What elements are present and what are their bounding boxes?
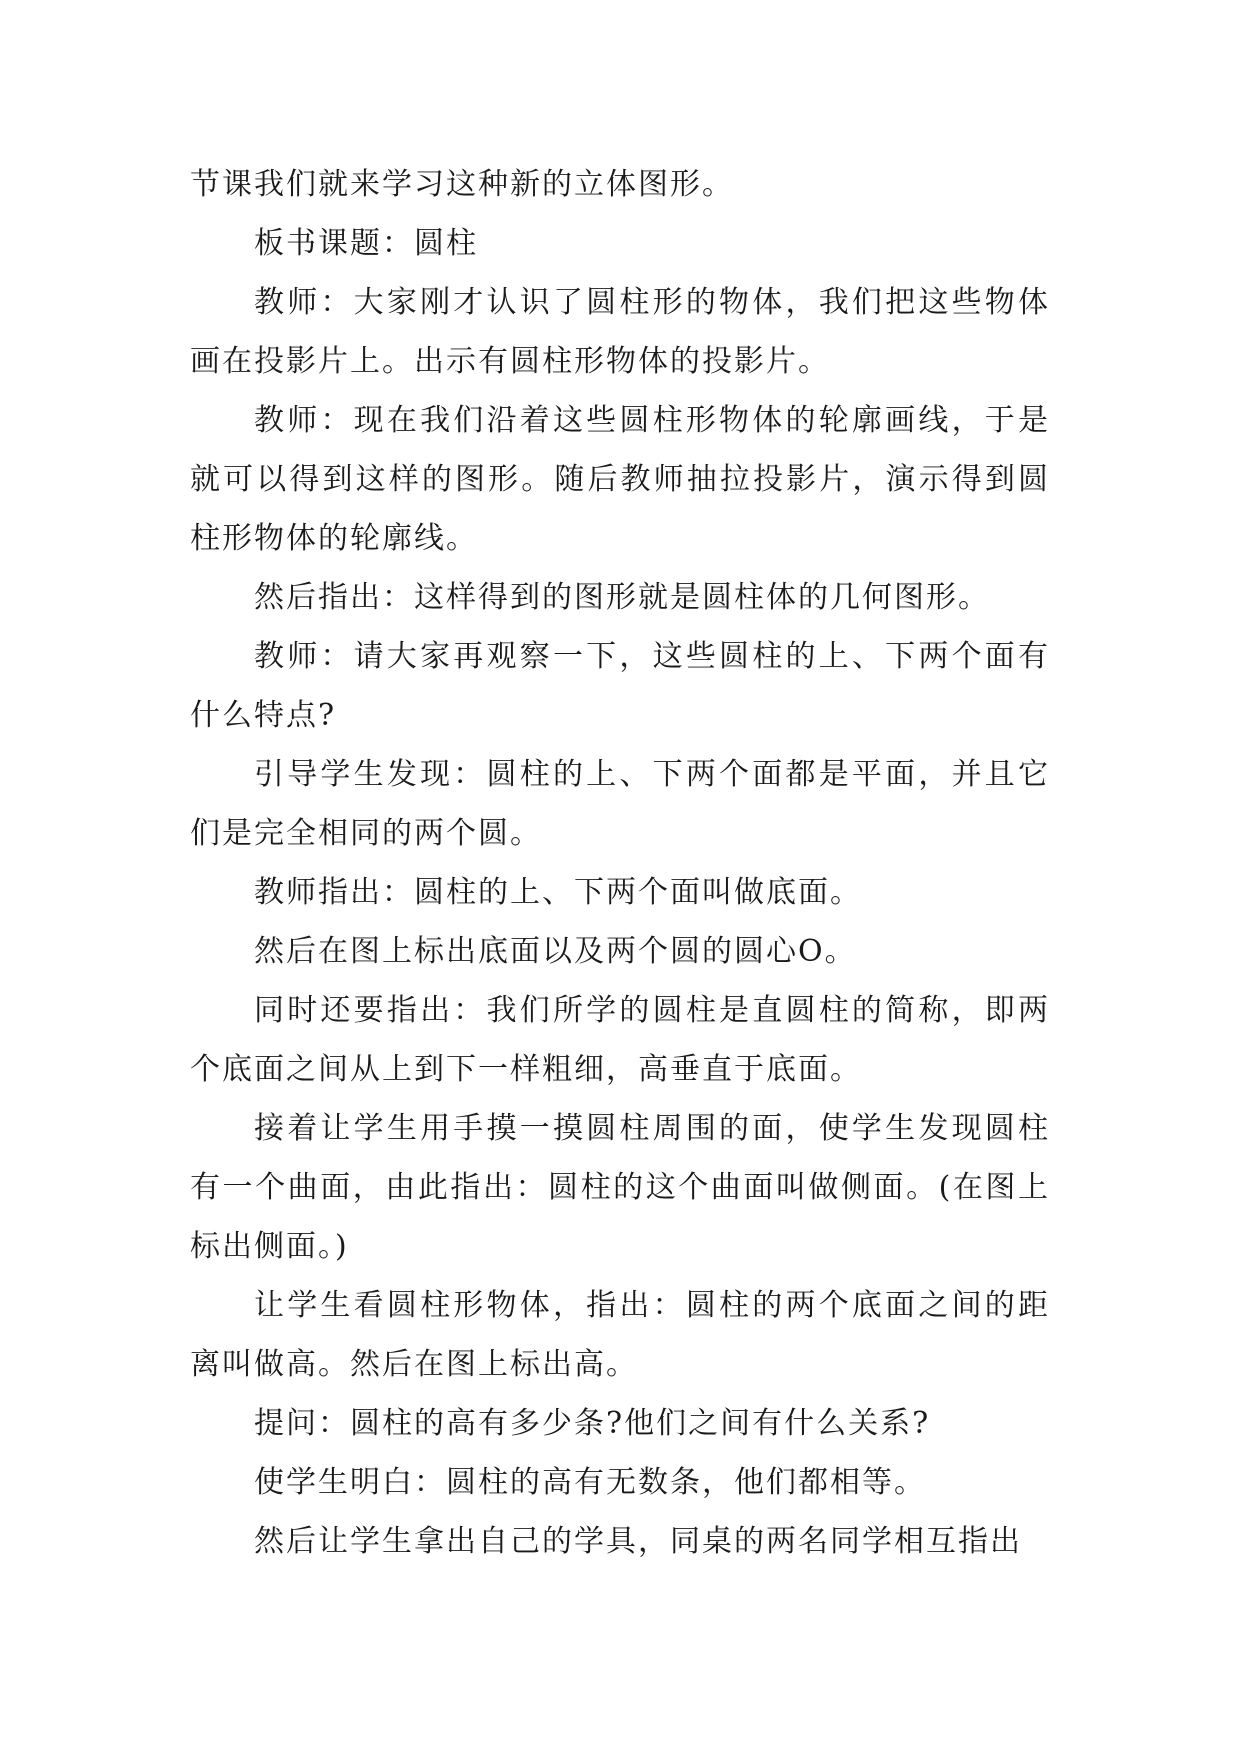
paragraph-14: 使学生明白：圆柱的高有无数条，他们都相等。: [254, 1465, 926, 1500]
paragraph-15: 然后让学生拿出自己的学具，同桌的两名同学相互指出: [254, 1524, 1022, 1559]
paragraph-11: 接着让学生用手摸一摸圆柱周围的面，使学生发现圆柱有一个曲面，由此指出：圆柱的这个曲面叫做侧面。(在图上标出侧面。): [190, 1111, 1050, 1264]
paragraph-13: 提问：圆柱的高有多少条?他们之间有什么关系?: [254, 1406, 931, 1441]
paragraph-1: 节课我们就来学习这种新的立体图形。: [190, 167, 734, 202]
paragraph-10: 同时还要指出：我们所学的圆柱是直圆柱的简称，即两个底面之间从上到下一样粗细，高垂直于底面。: [190, 993, 1050, 1087]
paragraph-lesson-title: 板书课题：圆柱: [254, 226, 478, 261]
paragraph-7: 引导学生发现：圆柱的上、下两个面都是平面，并且它们是完全相同的两个圆。: [190, 757, 1050, 851]
paragraph-9: 然后在图上标出底面以及两个圆的圆心O。: [254, 934, 857, 969]
paragraph-6: 教师：请大家再观察一下，这些圆柱的上、下两个面有什么特点?: [190, 639, 1050, 733]
paragraph-5: 然后指出：这样得到的图形就是圆柱体的几何图形。: [254, 580, 990, 615]
paragraph-12: 让学生看圆柱形物体，指出：圆柱的两个底面之间的距离叫做高。然后在图上标出高。: [190, 1288, 1050, 1382]
paragraph-3: 教师：大家刚才认识了圆柱形的物体，我们把这些物体画在投影片上。出示有圆柱形物体的投影片。: [190, 285, 1050, 379]
document-page: [190, 155, 1050, 1571]
paragraph-4: 教师：现在我们沿着这些圆柱形物体的轮廓画线，于是就可以得到这样的图形。随后教师抽拉投影片，演示得到圆柱形物体的轮廓线。: [190, 403, 1050, 556]
paragraph-8: 教师指出：圆柱的上、下两个面叫做底面。: [254, 875, 862, 910]
